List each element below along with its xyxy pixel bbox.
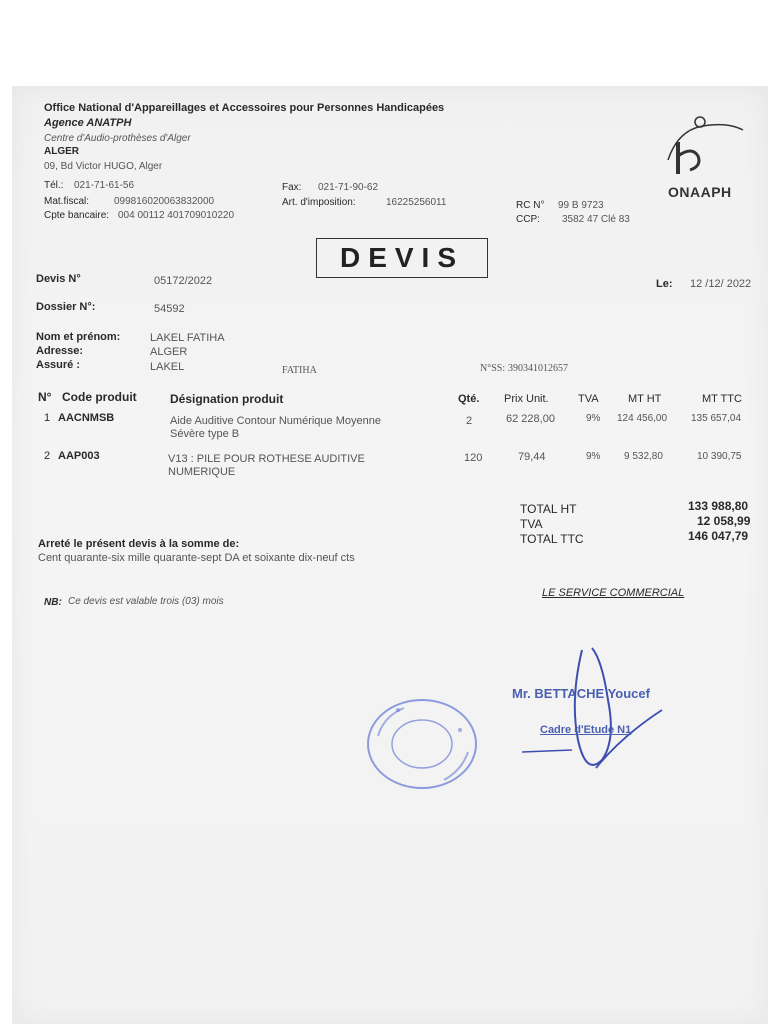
signatory-role: Cadre d'Etude N1 [540, 724, 632, 736]
fax-value: 021-71-90-62 [318, 182, 379, 193]
row-pu: 62 228,00 [506, 413, 555, 425]
dossier-number: 54592 [154, 303, 185, 315]
total-tva-value: 12 058,99 [697, 514, 751, 528]
note-text: Ce devis est valable trois (03) mois [68, 596, 224, 607]
row-code: AACNMSB [58, 412, 115, 424]
signatory-name: Mr. BETTACHE Youcef [512, 686, 650, 701]
date-label: Le: [656, 278, 673, 290]
row-code: AAP003 [58, 450, 100, 462]
note-label: NB: [44, 597, 62, 608]
row-pu: 79,44 [518, 451, 546, 463]
row-designation-line2: Sévère type B [170, 428, 240, 440]
row-mtttc: 10 390,75 [697, 451, 742, 462]
date-value: 12 /12/ 2022 [690, 278, 752, 290]
bank-label: Cpte bancaire: [44, 210, 110, 221]
nss-value: 390341012657 [508, 363, 568, 374]
row-designation-line1: Aide Auditive Contour Numérique Moyenne [170, 415, 381, 427]
logo-text: ONAAPH [668, 184, 732, 200]
row-num: 2 [44, 450, 51, 462]
total-ttc-label: TOTAL TTC [520, 532, 584, 546]
total-ttc-value: 146 047,79 [688, 529, 749, 543]
matfiscal-label: Mat.fiscal: [44, 196, 90, 207]
agency-name: Agence ANATPH [44, 117, 132, 129]
rc-label: RC N° [516, 200, 545, 211]
artimp-value: 16225256011 [386, 197, 447, 208]
row-tva: 9% [586, 413, 601, 424]
city-name: ALGER [44, 146, 79, 157]
col-header-code: Code produit [62, 390, 137, 404]
col-header-mtttc: MT TTC [702, 393, 742, 405]
devis-label: Devis N° [36, 273, 81, 285]
address: 09, Bd Victor HUGO, Alger [44, 161, 163, 172]
col-header-tva: TVA [578, 393, 599, 405]
amount-label: Arreté le présent devis à la somme de: [38, 538, 240, 550]
matfiscal-value: 099816020063832000 [114, 196, 215, 207]
dossier-label: Dossier N°: [36, 301, 96, 313]
total-ht-label: TOTAL HT [520, 502, 577, 516]
nss-label: N°SS: [480, 363, 506, 374]
row-mtht: 124 456,00 [617, 413, 668, 424]
assure-prenom: FATIHA [282, 365, 317, 376]
row-qte: 120 [464, 452, 483, 464]
service-commercial: LE SERVICE COMMERCIAL [542, 587, 685, 599]
row-designation-line1: V13 : PILE POUR ROTHESE AUDITIVE [168, 453, 365, 465]
row-designation-line2: NUMERIQUE [168, 466, 236, 478]
signature-icon [512, 640, 712, 780]
col-header-qte: Qté. [458, 393, 480, 405]
ccp-label: CCP: [516, 214, 540, 225]
assure-nom: LAKEL [150, 361, 185, 373]
nom-value: LAKEL FATIHA [150, 332, 225, 344]
onaaph-logo-icon [648, 112, 748, 192]
center-name: Centre d'Audio-prothèses d'Alger [44, 133, 191, 144]
tel-value: 021-71-61-56 [74, 180, 135, 191]
row-tva: 9% [586, 451, 601, 462]
total-tva-label: TVA [520, 517, 543, 531]
artimp-label: Art. d'imposition: [282, 197, 356, 208]
amount-words: Cent quarante-six mille quarante-sept DA et soixante dix-neuf cts [38, 552, 355, 564]
nom-label: Nom et prénom: [36, 331, 121, 343]
row-mtht: 9 532,80 [624, 451, 663, 462]
devis-number: 05172/2022 [154, 275, 213, 287]
adresse-label: Adresse: [36, 345, 84, 357]
stamp-icon [364, 696, 480, 792]
col-header-mtht: MT HT [628, 393, 662, 405]
row-qte: 2 [466, 415, 473, 427]
bank-value: 004 00112 401709010220 [118, 210, 235, 221]
adresse-value: ALGER [150, 346, 188, 358]
rc-value: 99 B 9723 [558, 200, 604, 211]
col-header-pu: Prix Unit. [504, 393, 549, 405]
row-mtttc: 135 657,04 [691, 413, 742, 424]
ccp-value: 3582 47 Clé 83 [562, 214, 630, 225]
tel-label: Tél.: [44, 180, 64, 191]
col-header-designation: Désignation produit [170, 392, 284, 406]
fax-label: Fax: [282, 182, 302, 193]
org-name: Office National d'Appareillages et Accessoires pour Personnes Handicapées [44, 102, 445, 114]
row-num: 1 [44, 412, 51, 424]
col-header-num: N° [38, 390, 52, 404]
total-ht-value: 133 988,80 [688, 499, 749, 513]
assure-label: Assuré : [36, 359, 81, 371]
document-title: DEVIS [316, 238, 488, 278]
